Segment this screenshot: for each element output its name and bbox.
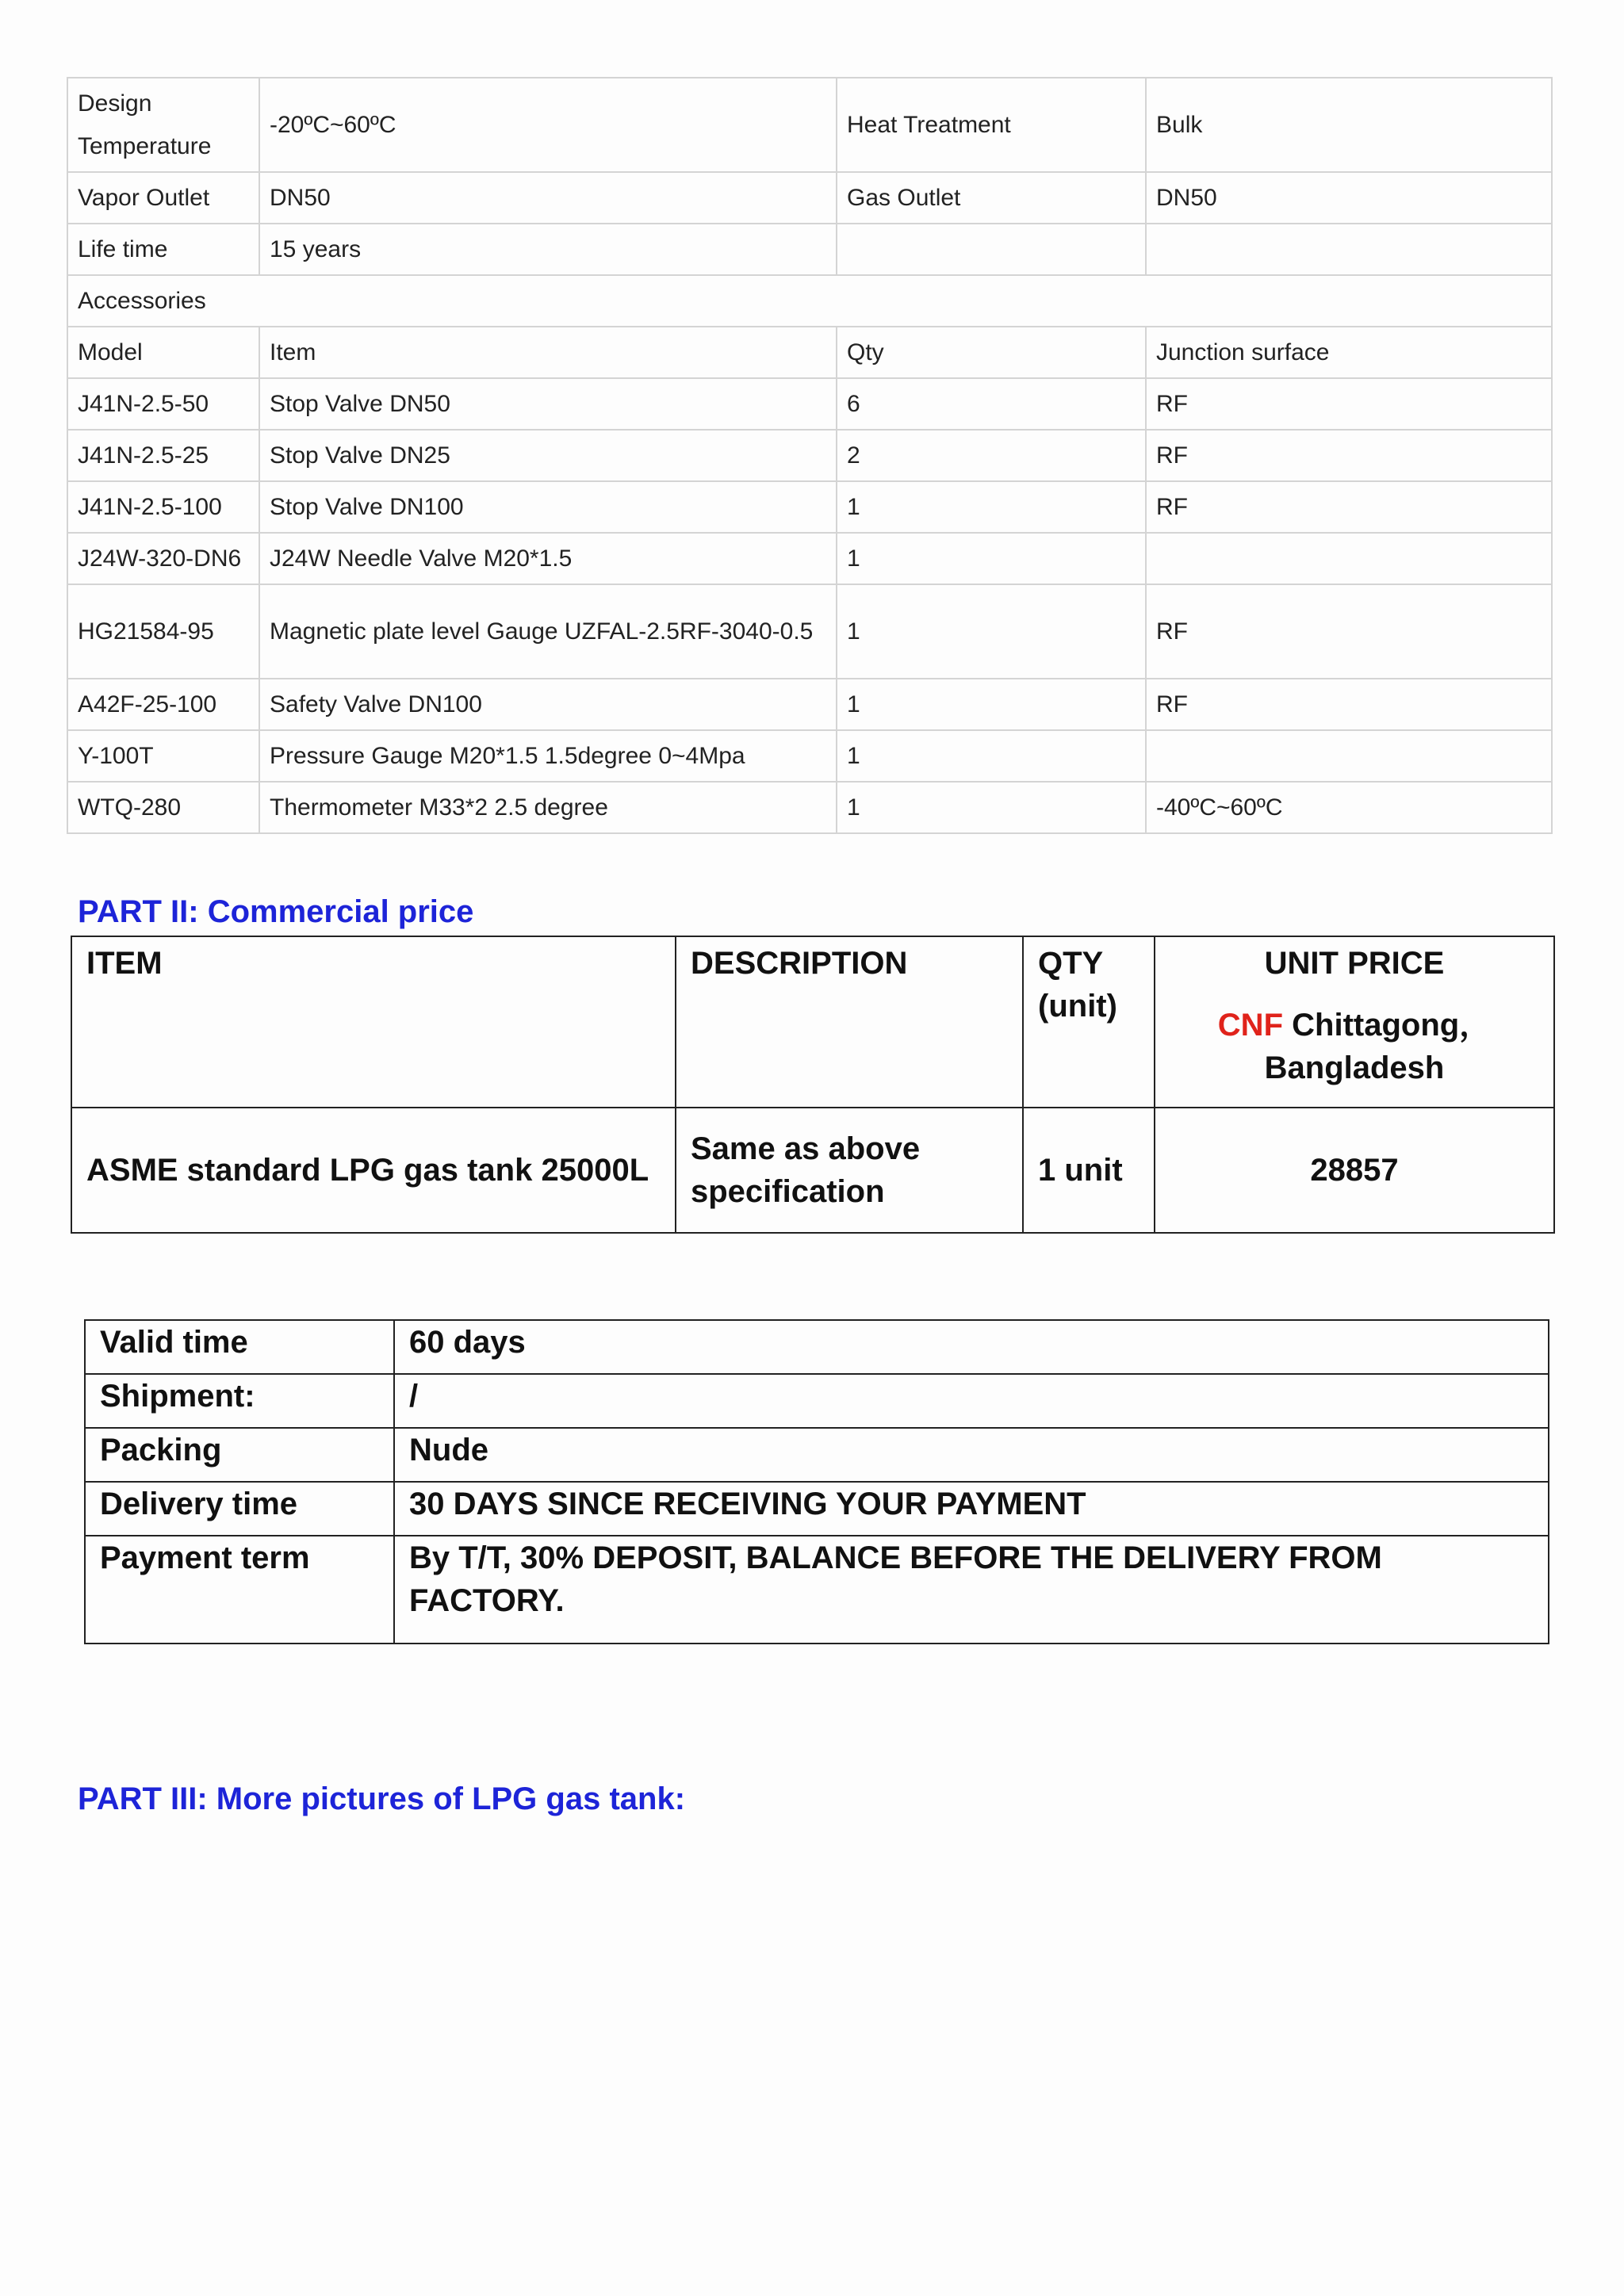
terms-value: By T/T, 30% DEPOSIT, BALANCE BEFORE THE DELIVERY FROM FACTORY. bbox=[394, 1536, 1549, 1644]
terms-value: / bbox=[394, 1374, 1549, 1428]
price-item: ASME standard LPG gas tank 25000L bbox=[71, 1108, 676, 1233]
header-model: Model bbox=[67, 327, 259, 378]
price-row bbox=[71, 1108, 1554, 1233]
price-header-unit-price bbox=[1155, 936, 1554, 1108]
accessory-model: J41N-2.5-25 bbox=[67, 430, 259, 481]
accessory-qty: 1 bbox=[837, 584, 1146, 679]
terms-row bbox=[85, 1374, 1549, 1428]
terms-row bbox=[85, 1320, 1549, 1374]
price-header-qty: QTY (unit) bbox=[1023, 936, 1155, 1108]
accessory-qty: 2 bbox=[837, 430, 1146, 481]
accessory-qty: 1 bbox=[837, 679, 1146, 730]
accessory-model: J24W-320-DN6 bbox=[67, 533, 259, 584]
accessories-section-row bbox=[67, 275, 1552, 327]
accessory-row bbox=[67, 730, 1552, 782]
accessory-model: Y-100T bbox=[67, 730, 259, 782]
accessory-qty: 1 bbox=[837, 730, 1146, 782]
spec-label: Design Temperature bbox=[67, 78, 259, 172]
accessory-item: Stop Valve DN25 bbox=[259, 430, 837, 481]
spec-label: Heat Treatment bbox=[837, 78, 1146, 172]
part3-heading: PART III: More pictures of LPG gas tank: bbox=[78, 1781, 686, 1816]
spec-label: Gas Outlet bbox=[837, 172, 1146, 224]
spec-value: DN50 bbox=[259, 172, 837, 224]
spec-value: Bulk bbox=[1146, 78, 1552, 172]
accessory-junction: RF bbox=[1146, 378, 1552, 430]
terms-label: Delivery time bbox=[85, 1482, 394, 1536]
price-term bbox=[1170, 1004, 1539, 1089]
spec-value bbox=[1146, 224, 1552, 275]
terms-table bbox=[84, 1319, 1549, 1644]
spec-value: -20ºC~60ºC bbox=[259, 78, 837, 172]
spec-label: Vapor Outlet bbox=[67, 172, 259, 224]
terms-label: Payment term bbox=[85, 1536, 394, 1644]
price-table bbox=[71, 936, 1555, 1234]
part2-heading: PART II: Commercial price bbox=[78, 894, 474, 929]
accessory-junction: RF bbox=[1146, 481, 1552, 533]
price-term-destination: Chittagong，Bangladesh bbox=[1264, 1008, 1492, 1085]
spec-label: Life time bbox=[67, 224, 259, 275]
terms-row bbox=[85, 1482, 1549, 1536]
accessory-junction bbox=[1146, 730, 1552, 782]
header-qty: Qty bbox=[837, 327, 1146, 378]
accessory-junction: -40ºC~60ºC bbox=[1146, 782, 1552, 833]
terms-label: Shipment: bbox=[85, 1374, 394, 1428]
accessory-junction: RF bbox=[1146, 584, 1552, 679]
accessory-qty: 1 bbox=[837, 533, 1146, 584]
terms-value: 60 days bbox=[394, 1320, 1549, 1374]
price-header-description: DESCRIPTION bbox=[676, 936, 1023, 1108]
accessory-model: WTQ-280 bbox=[67, 782, 259, 833]
accessory-row bbox=[67, 481, 1552, 533]
accessory-qty: 6 bbox=[837, 378, 1146, 430]
accessory-row bbox=[67, 533, 1552, 584]
price-header-item: ITEM bbox=[71, 936, 676, 1108]
accessory-junction: RF bbox=[1146, 679, 1552, 730]
terms-value: 30 DAYS SINCE RECEIVING YOUR PAYMENT bbox=[394, 1482, 1549, 1536]
unit-price-label: UNIT PRICE bbox=[1264, 946, 1445, 981]
accessory-row bbox=[67, 430, 1552, 481]
accessory-item: Magnetic plate level Gauge UZFAL-2.5RF-3040-0.5 bbox=[259, 584, 837, 679]
terms-label: Packing bbox=[85, 1428, 394, 1482]
accessory-qty: 1 bbox=[837, 481, 1146, 533]
price-term-highlight: CNF bbox=[1217, 1008, 1284, 1043]
accessory-model: J41N-2.5-100 bbox=[67, 481, 259, 533]
spec-value: 15 years bbox=[259, 224, 837, 275]
accessory-row bbox=[67, 378, 1552, 430]
accessory-junction: RF bbox=[1146, 430, 1552, 481]
accessory-model: HG21584-95 bbox=[67, 584, 259, 679]
spec-label bbox=[837, 224, 1146, 275]
accessory-item: Safety Valve DN100 bbox=[259, 679, 837, 730]
accessory-junction bbox=[1146, 533, 1552, 584]
price-header-row bbox=[71, 936, 1554, 1108]
accessory-item: J24W Needle Valve M20*1.5 bbox=[259, 533, 837, 584]
header-junction-surface: Junction surface bbox=[1146, 327, 1552, 378]
terms-row bbox=[85, 1536, 1549, 1644]
price-unit-price: 28857 bbox=[1155, 1108, 1554, 1233]
spec-value: DN50 bbox=[1146, 172, 1552, 224]
accessory-qty: 1 bbox=[837, 782, 1146, 833]
terms-value: Nude bbox=[394, 1428, 1549, 1482]
terms-row bbox=[85, 1428, 1549, 1482]
price-qty: 1 unit bbox=[1023, 1108, 1155, 1233]
accessory-item: Stop Valve DN100 bbox=[259, 481, 837, 533]
accessory-row bbox=[67, 782, 1552, 833]
accessory-row bbox=[67, 584, 1552, 679]
accessories-header-row bbox=[67, 327, 1552, 378]
terms-label: Valid time bbox=[85, 1320, 394, 1374]
spec-table bbox=[67, 77, 1553, 834]
accessory-row bbox=[67, 679, 1552, 730]
accessories-label: Accessories bbox=[67, 275, 1552, 327]
header-item: Item bbox=[259, 327, 837, 378]
accessory-model: J41N-2.5-50 bbox=[67, 378, 259, 430]
spec-row bbox=[67, 78, 1552, 172]
price-description: Same as above specification bbox=[676, 1108, 1023, 1233]
spec-row bbox=[67, 172, 1552, 224]
spec-row bbox=[67, 224, 1552, 275]
accessory-item: Thermometer M33*2 2.5 degree bbox=[259, 782, 837, 833]
accessory-model: A42F-25-100 bbox=[67, 679, 259, 730]
accessory-item: Pressure Gauge M20*1.5 1.5degree 0~4Mpa bbox=[259, 730, 837, 782]
accessory-item: Stop Valve DN50 bbox=[259, 378, 837, 430]
